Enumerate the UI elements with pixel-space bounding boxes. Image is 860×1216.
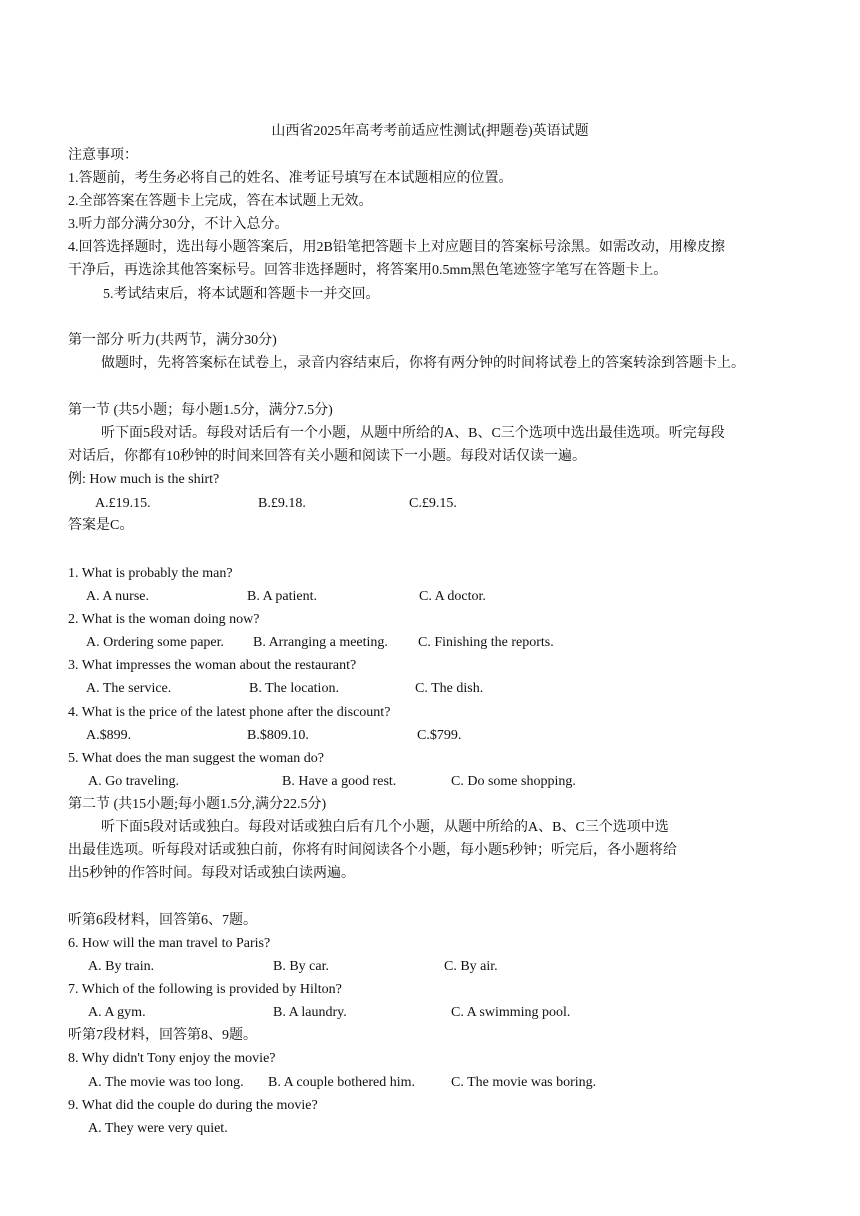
example-option-a: A.£19.15. <box>95 496 151 511</box>
section2-instruction: 出5秒钟的作答时间。每段对话或独白读两遍。 <box>68 866 355 881</box>
option-c: C. Finishing the reports. <box>418 635 554 650</box>
section1-instruction: 听下面5段对话。每段对话后有一个小题，从题中所给的A、B、C三个选项中选出最佳选项。听完每段 <box>101 426 725 441</box>
option-b: B. By car. <box>273 959 329 974</box>
section1-heading: 第一节 (共5小题；每小题1.5分，满分7.5分) <box>68 403 333 418</box>
part1-instruction: 做题时，先将答案标在试卷上，录音内容结束后，你将有两分钟的时间将试卷上的答案转涂到答题卡上。 <box>101 356 745 371</box>
option-b: B. A couple bothered him. <box>268 1075 415 1090</box>
notice-heading: 注意事项： <box>68 148 138 163</box>
question: 5. What does the man suggest the woman do? <box>68 751 324 766</box>
notice-item: 3.听力部分满分30分，不计入总分。 <box>68 217 289 232</box>
example-question: 例: How much is the shirt? <box>68 472 220 487</box>
option-a: A. The movie was too long. <box>88 1075 244 1090</box>
question: 4. What is the price of the latest phone after the discount? <box>68 705 391 720</box>
option-b: B. Have a good rest. <box>282 774 397 789</box>
option-c: C. A doctor. <box>419 589 486 604</box>
page-title: 山西省2025年高考考前适应性测试(押题卷)英语试题 <box>271 124 589 139</box>
option-c: C. By air. <box>444 959 498 974</box>
notice-item: 4.回答选择题时，选出每小题答案后，用2B铅笔把答题卡上对应题目的答案标号涂黑。如需改动，用橡皮擦 <box>68 240 725 255</box>
example-option-c: C.£9.15. <box>409 496 457 511</box>
section2-instruction: 出最佳选项。听每段对话或独白前，你将有时间阅读各个小题，每小题5秒钟；听完后，各小题将给 <box>68 843 677 858</box>
option-c: C. Do some shopping. <box>451 774 576 789</box>
question: 9. What did the couple do during the movie? <box>68 1098 318 1113</box>
option-c: C.$799. <box>417 728 462 743</box>
option-a: A. The service. <box>86 681 172 696</box>
question: 7. Which of the following is provided by Hilton? <box>68 982 342 997</box>
section2-heading: 第二节 (共15小题;每小题1.5分,满分22.5分) <box>68 797 327 812</box>
section1-instruction: 对话后，你都有10秒钟的时间来回答有关小题和阅读下一小题。每段对话仅读一遍。 <box>68 449 586 464</box>
question: 2. What is the woman doing now? <box>68 612 260 627</box>
option-a: A. Go traveling. <box>88 774 179 789</box>
option-b: B.$809.10. <box>247 728 309 743</box>
question: 1. What is probably the man? <box>68 566 233 581</box>
question: 3. What impresses the woman about the restaurant? <box>68 658 357 673</box>
option-a: A.$899. <box>86 728 132 743</box>
question: 6. How will the man travel to Paris? <box>68 936 271 951</box>
material-6-heading: 听第6段材料，回答第6、7题。 <box>68 913 257 928</box>
option-b: B. The location. <box>249 681 339 696</box>
option-a: A. A nurse. <box>86 589 149 604</box>
option-b: B. Arranging a meeting. <box>253 635 388 650</box>
notice-item: 5.考试结束后，将本试题和答题卡一并交回。 <box>103 287 380 302</box>
option-b: B. A patient. <box>247 589 317 604</box>
notice-item: 1.答题前，考生务必将自己的姓名、准考证号填写在本试题相应的位置。 <box>68 171 513 186</box>
option-c: C. A swimming pool. <box>451 1005 571 1020</box>
example-option-b: B.£9.18. <box>258 496 306 511</box>
option-c: C. The dish. <box>415 681 484 696</box>
question: 8. Why didn't Tony enjoy the movie? <box>68 1051 276 1066</box>
material-7-heading: 听第7段材料，回答第8、9题。 <box>68 1028 257 1043</box>
option-a: A. Ordering some paper. <box>86 635 225 650</box>
option-c: C. The movie was boring. <box>451 1075 597 1090</box>
option-a: A. A gym. <box>88 1005 146 1020</box>
option-a: A. They were very quiet. <box>88 1121 228 1136</box>
option-b: B. A laundry. <box>273 1005 347 1020</box>
part1-heading: 第一部分 听力(共两节，满分30分) <box>68 333 277 348</box>
notice-item: 2.全部答案在答题卡上完成，答在本试题上无效。 <box>68 194 373 209</box>
notice-item: 干净后，再选涂其他答案标号。回答非选择题时，将答案用0.5mm黑色笔迹签字笔写在答题卡上。 <box>68 263 668 278</box>
example-answer: 答案是C。 <box>68 518 134 533</box>
option-a: A. By train. <box>88 959 155 974</box>
section2-instruction: 听下面5段对话或独白。每段对话或独白后有几个小题，从题中所给的A、B、C三个选项中选 <box>101 820 669 835</box>
